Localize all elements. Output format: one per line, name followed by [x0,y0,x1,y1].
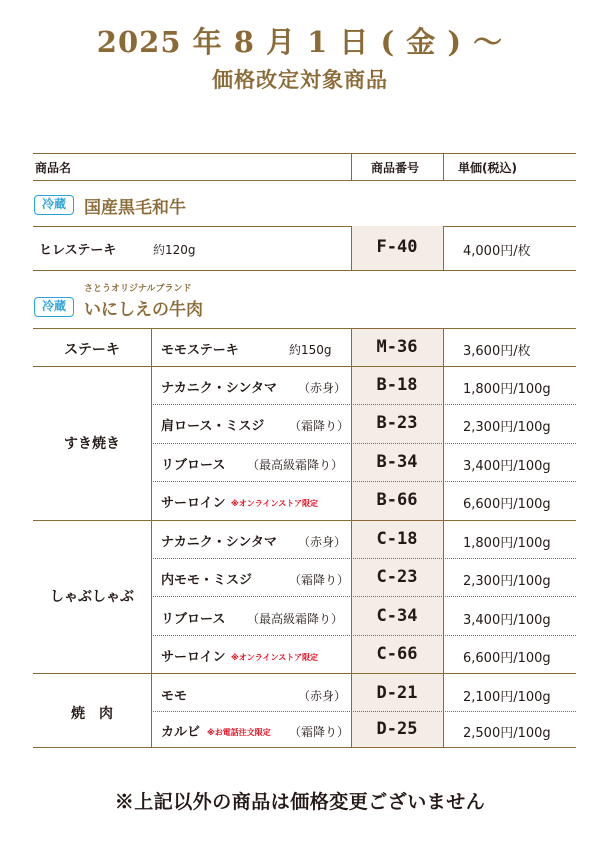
brand-table [33,328,576,748]
product-price: 1,800円/100g [463,536,551,551]
divider [351,154,352,180]
product-note: （最高級霜降り） [247,612,344,626]
product-code: B-18 [376,375,418,395]
product-name: 内モモ・ミスジ [161,573,253,588]
divider [443,154,444,180]
product-name: リブロース [161,458,226,473]
product-code: C-18 [376,529,418,549]
group-yakiniku: 焼 肉 [71,706,113,722]
limited-label: ※オンラインストア限定 [231,653,319,662]
brand-subtitle: さとうオリジナルブランド [84,284,192,294]
product-note: （霜降り） [289,419,350,433]
product-name: サーロイン [161,650,226,665]
product-price: 3,400円/100g [463,459,551,474]
product-price: 3,400円/100g [463,613,551,628]
header-code: 商品番号 [371,161,420,175]
product-note: （赤身） [298,689,347,703]
category-name: 国産黒毛和牛 [84,198,186,218]
product-price: 3,600円/枚 [463,344,531,359]
product-price: 6,600円/100g [463,497,551,512]
product-code: B-34 [376,452,418,472]
product-name: ヒレステーキ [39,243,117,258]
table-header [33,153,576,181]
product-note: （最高級霜降り） [247,458,344,472]
product-code: M-36 [376,337,418,357]
product-price: 2,300円/100g [463,574,551,589]
header-name: 商品名 [35,161,72,175]
product-code: B-66 [376,490,418,510]
product-code: F-40 [376,237,418,257]
category-wagyu [34,193,334,217]
product-name: カルビ [161,725,201,740]
group-steak: ステーキ [64,342,120,358]
product-code: B-23 [376,413,418,433]
product-name: モモ [161,689,188,704]
footer-note: ※上記以外の商品は価格変更ございません [114,791,486,813]
product-code: C-66 [376,644,418,664]
category-brand [34,295,334,319]
refrigerated-badge: 冷蔵 [34,195,74,215]
product-weight: 約150g [289,343,332,357]
product-weight: 約120g [153,243,196,257]
product-price: 4,000円/枚 [463,244,531,259]
limited-label: ※お電話注文限定 [207,728,271,737]
product-name: 肩ロース・ミスジ [161,419,265,434]
product-note: （赤身） [298,535,347,549]
product-price: 6,600円/100g [463,651,551,666]
refrigerated-badge: 冷蔵 [34,297,74,317]
group-shabushabu: しゃぶしゃぶ [50,589,134,605]
group-sukiyaki: すき焼き [64,436,120,452]
limited-label: ※オンラインストア限定 [231,499,319,508]
product-name: ナカニク・シンタマ [161,381,277,396]
product-price: 2,100円/100g [463,690,551,705]
product-price: 2,500円/100g [463,726,551,741]
product-code: D-25 [376,719,418,739]
page-subtitle: 価格改定対象商品 [212,67,388,92]
product-note: （赤身） [298,381,347,395]
product-price: 1,800円/100g [463,382,551,397]
product-name: モモステーキ [161,343,239,358]
product-name: ナカニク・シンタマ [161,535,277,550]
product-name: サーロイン [161,496,226,511]
wagyu-table [33,226,576,271]
category-name: いにしえの牛肉 [84,300,203,320]
product-note: （霜降り） [289,573,350,587]
page-title: 2025 年 8 月 1 日 ( 金 ) ～ [96,25,504,59]
product-name: リブロース [161,612,226,627]
product-code: C-34 [376,606,418,626]
product-code: C-23 [376,567,418,587]
product-note: （霜降り） [289,725,350,739]
header-price: 単価(税込) [458,161,517,175]
product-price: 2,300円/100g [463,420,551,435]
product-code: D-21 [376,683,418,703]
